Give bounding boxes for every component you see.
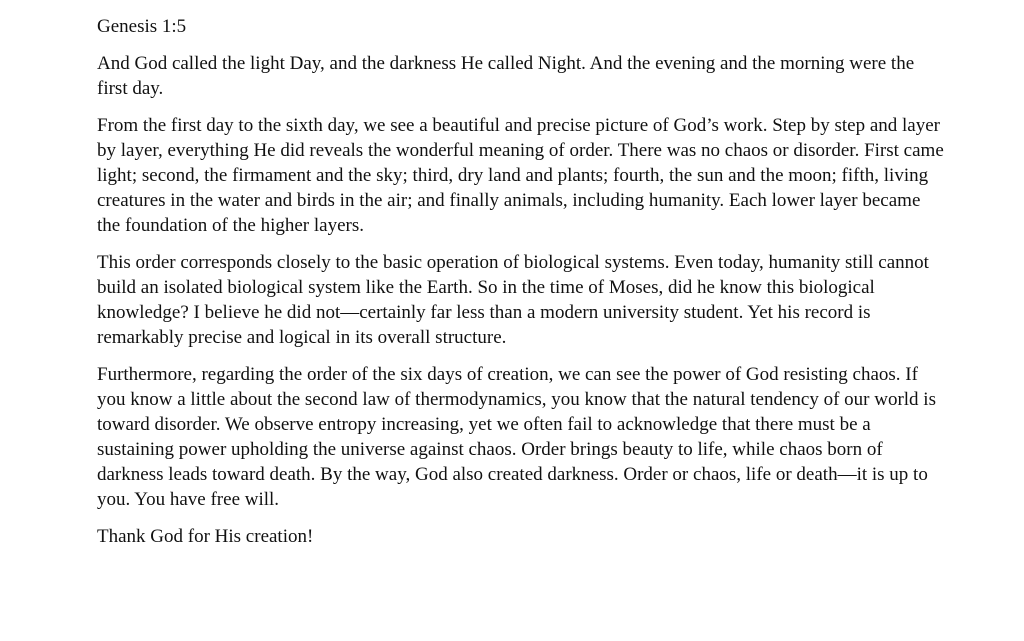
creation-order-paragraph: From the first day to the sixth day, we see a beautiful and precise picture of God’s work. Step by step and layer by layer, everything He did reveals the wonderful meaning of order. There was no chaos or disorder. First came light; second, the firmament and the sky; third, dry land and plants; fourth, the sun and the moon; fifth, living creatures in the water and birds in the air; and finally animals, including humanity. Each lower layer became the foundation of the higher layers. xyxy=(97,115,944,236)
biological-systems-paragraph: This order corresponds closely to the basic operation of biological systems. Even today, humanity still cannot build an isolated biological system like the Earth. So in the time of Moses, did he know this biological knowledge? I believe he did not—certainly far less than a modern university student. Yet his record is remarkably precise and logical in its overall structure. xyxy=(97,252,929,348)
closing-line: Thank God for His creation! xyxy=(97,526,314,547)
thermodynamics-paragraph: Furthermore, regarding the order of the six days of creation, we can see the power of God resisting chaos. If you know a little about the second law of thermodynamics, you know that the natural tendency of our world is toward disorder. We observe entropy increasing, yet we often fail to acknowledge that there must be a sustaining power upholding the universe against chaos. Order brings beauty to life, while chaos born of darkness leads toward death. By the way, God also created darkness. Order or chaos, life or death—it is up to you. You have free will. xyxy=(97,364,936,510)
verse-reference: Genesis 1:5 xyxy=(97,16,187,37)
verse-text-paragraph: And God called the light Day, and the darkness He called Night. And the evening and the morning were the first day. xyxy=(97,53,915,99)
